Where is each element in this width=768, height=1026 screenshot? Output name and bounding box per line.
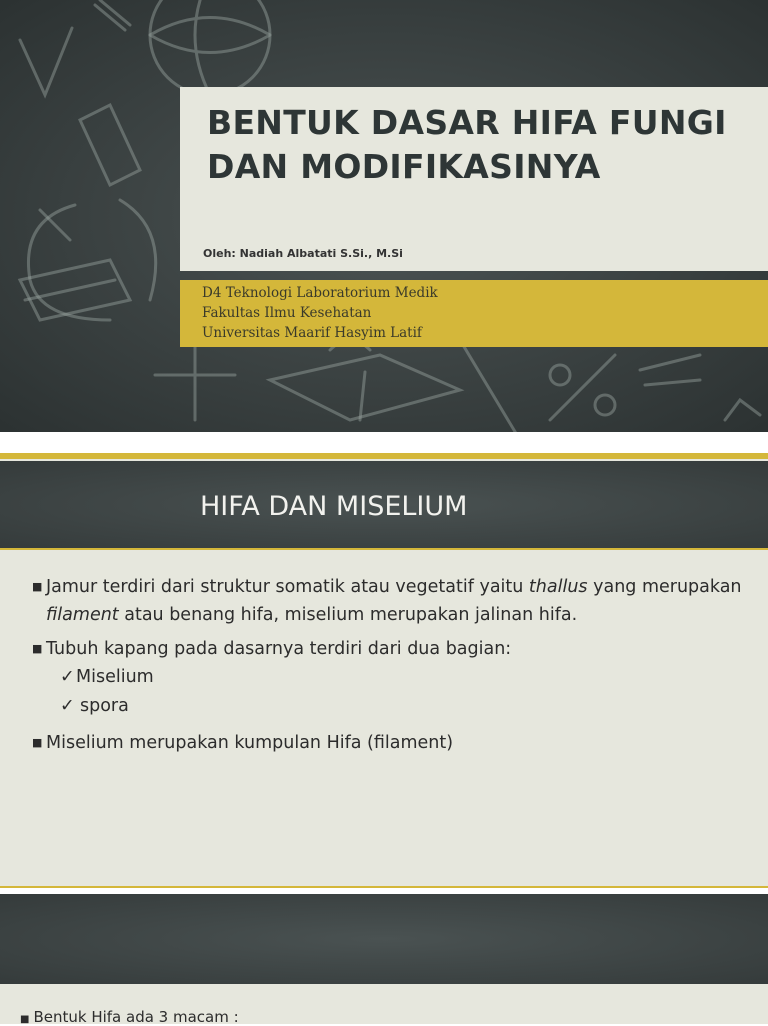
list-item: ■ Tubuh kapang pada dasarnya terdiri dari dua bagian: [32, 635, 752, 663]
institution-line-3: Universitas Maarif Hasyim Latif [202, 325, 422, 341]
list-item: ✓Miselium [32, 663, 752, 692]
list-item: ■ Bentuk Hifa ada 3 macam : [20, 1008, 239, 1026]
content-slide-bentuk-hifa [0, 888, 768, 1024]
slide-body [0, 984, 768, 1024]
square-bullet-icon: ■ [32, 580, 43, 593]
list-item: ■ Miselium merupakan kumpulan Hifa (filament) [32, 729, 752, 757]
square-bullet-icon: ■ [32, 736, 43, 749]
list-item: ■ Jamur terdiri dari struktur somatik atau vegetatif yaitu thallus yang merupakan filament atau benang hifa, miselium merupakan jalinan hifa. [32, 573, 752, 629]
square-bullet-icon: ■ [20, 1014, 30, 1025]
slide-title: HIFA DAN MISELIUM [200, 491, 468, 522]
institution-line-1: D4 Teknologi Laboratorium Medik [202, 285, 438, 301]
content-slide-hifa [0, 453, 768, 893]
institution-panel [180, 280, 768, 347]
square-bullet-icon: ■ [32, 642, 43, 655]
top-gold-divider [0, 453, 768, 459]
chalkboard-texture [0, 894, 768, 984]
slide-title [207, 101, 757, 189]
list-item: ✓ spora [32, 692, 752, 721]
title-panel [180, 87, 768, 271]
slide-header [0, 461, 768, 548]
slide-header [0, 894, 768, 984]
slide-title-line1: BENTUK DASAR HIFA FUNGI [207, 103, 727, 142]
checkmark-icon: ✓ [60, 667, 75, 687]
bullet-list [32, 573, 752, 763]
slide-title-line2: DAN MODIFIKASINYA [207, 147, 601, 186]
author-line: Oleh: Nadiah Albatati S.Si., M.Si [203, 247, 403, 260]
header-gold-divider [0, 548, 768, 550]
checkmark-icon: ✓ [60, 696, 75, 716]
institution-line-2: Fakultas Ilmu Kesehatan [202, 305, 372, 321]
title-slide [0, 0, 768, 432]
